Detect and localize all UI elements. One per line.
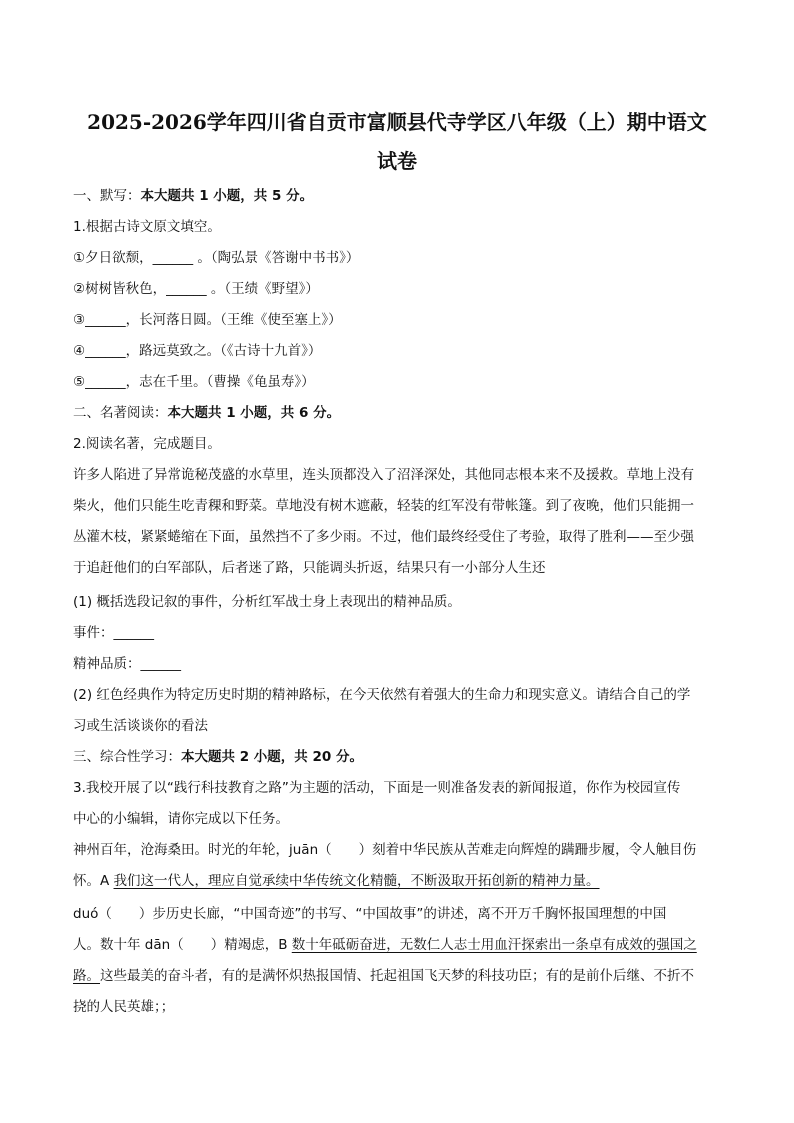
fill-blank-item: ②树树皆秋色，______ 。（王绩《野望》）	[73, 281, 319, 297]
news-paragraph-line: 挠的人民英雄；；	[73, 999, 175, 1015]
section-3-info: 本大题共 2 小题，共 20 分。	[181, 749, 363, 765]
news-paragraph-line	[73, 936, 723, 954]
underlined-sentence-a: 我们这一代人，理应自觉承续中华传统文化精髓，不断汲取开拓创新的精神力量。	[113, 873, 600, 889]
news-paragraph-line: 神州百年，沧海桑田。时光的年轮，juān（ ）刻着中华民族从苦难走向辉煌的蹒跚步履，令人触目伤	[73, 842, 697, 858]
sub-question-2: (2) 红色经典作为特定历史时期的精神路标，在今天依然有着强大的生命力和现实意义。请结合自己的学	[73, 687, 691, 703]
event-answer-line: 事件：______	[73, 625, 154, 641]
news-paragraph-line: duó（ ）步历史长廊，“中国奇迹”的书写、“中国故事”的讲述，离不开万千胸怀报国理想的中国	[73, 906, 667, 922]
sub-question-2-continued: 习或生活谈谈你的看法	[73, 718, 208, 734]
news-paragraph-line	[73, 872, 723, 890]
spirit-answer-line: 精神品质：______	[73, 656, 181, 672]
section-heading-1	[73, 187, 723, 205]
section-heading-2	[73, 404, 723, 422]
passage-line: 柴火，他们只能生吃青稞和野菜。草地没有树木遮蔽，轻装的红军没有带帐篷。到了夜晚，他们只能拥一	[73, 498, 694, 514]
section-2-prefix: 二、名著阅读：	[73, 405, 168, 421]
question-3-stem: 3.我校开展了以“践行科技教育之路”为主题的活动，下面是一则准备发表的新闻报道，你作为校园宣传	[73, 780, 681, 796]
section-2-info: 本大题共 1 小题，共 6 分。	[167, 405, 341, 421]
passage-line: 许多人陷进了异常诡秘茂盛的水草里，连头顶都没入了沼泽深处，其他同志根本来不及援救。草地上没有	[73, 467, 694, 483]
passage-line: 丛灌木枝，紧紧蜷缩在下面，虽然挡不了多少雨。不过，他们最终经受住了考验，取得了胜利——至少强	[73, 529, 694, 545]
section-1-prefix: 一、默写：	[73, 188, 141, 204]
fill-blank-item: ④______，路远莫致之。（《古诗十九首》）	[73, 343, 322, 359]
passage-line: 于追赶他们的白军部队，后者迷了路，只能调头折返，结果只有一小部分人生还	[73, 560, 546, 576]
underlined-sentence-b: 数十年砥砺奋进，无数仁人志士用血汗探索出一条卓有成效的强国之	[291, 937, 697, 953]
news-paragraph-line	[73, 967, 723, 985]
section-1-info: 本大题共 1 小题，共 5 分。	[140, 188, 314, 204]
underlined-sentence-b-end: 路。	[73, 968, 100, 984]
fill-blank-item: ⑤______，志在千里。（曹操《龟虽寿》）	[73, 374, 315, 390]
news-text: 人。数十年 dān（ ）精竭虑，B	[73, 937, 292, 953]
news-text: 这些最美的奋斗者，有的是满怀炽热报国情、托起祖国飞天梦的科技功臣；有的是前仆后继、不折不	[100, 968, 694, 984]
page-title: 2025-2026学年四川省自贡市富顺县代寺学区八年级（上）期中语文	[87, 110, 707, 134]
sub-question-1: (1) 概括选段记叙的事件，分析红军战士身上表现出的精神品质。	[73, 594, 461, 610]
question-1-stem: 1.根据古诗文原文填空。	[73, 219, 221, 235]
question-2-stem: 2.阅读名著，完成题目。	[73, 436, 221, 452]
page-title-continued: 试卷	[377, 149, 417, 173]
fill-blank-item: ③______，长河落日圆。（王维《使至塞上》）	[73, 312, 342, 328]
section-3-prefix: 三、综合性学习：	[73, 749, 181, 765]
section-heading-3	[73, 748, 723, 766]
news-text: 怀。A	[73, 873, 114, 889]
fill-blank-item: ①夕日欲颓，______ 。（陶弘景《答谢中书书》）	[73, 250, 360, 266]
question-3-stem-continued: 中心的小编辑，请你完成以下任务。	[73, 811, 289, 827]
